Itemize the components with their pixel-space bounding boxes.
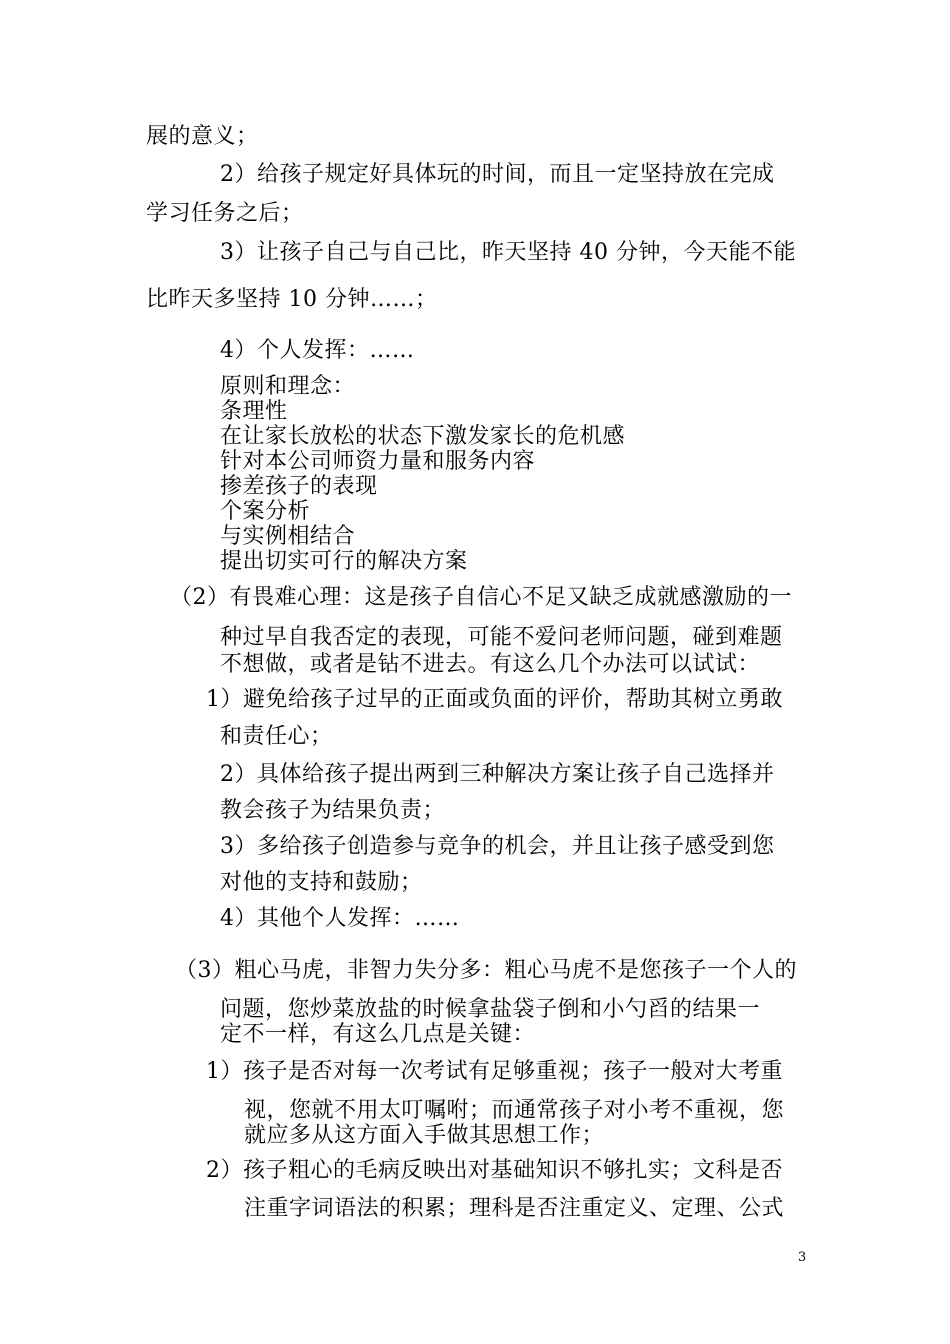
text-line: 4）其他个人发挥：…… xyxy=(220,906,460,931)
principle-item: 与实例相结合 xyxy=(220,524,356,549)
principle-heading: 原则和理念： xyxy=(220,374,356,399)
text-line: 学习任务之后； xyxy=(146,201,304,226)
page-number: 3 xyxy=(798,1250,807,1265)
text-line: 和责任心； xyxy=(220,724,333,749)
text-line: 1）孩子是否对每一次考试有足够重视；孩子一般对大考重 xyxy=(206,1059,783,1084)
text-line: 视，您就不用太叮嘱咐；而通常孩子对小考不重视，您 xyxy=(244,1098,785,1123)
text-line: 1）避免给孩子过早的正面或负面的评价，帮助其树立勇敢 xyxy=(206,687,783,712)
text-line: 定不一样，有这么几点是关键： xyxy=(220,1022,536,1047)
text-line: 2）给孩子规定好具体玩的时间，而且一定坚持放在完成 xyxy=(220,162,775,187)
principle-item: 条理性 xyxy=(220,399,288,424)
text-line: 就应多从这方面入手做其思想工作； xyxy=(244,1123,605,1148)
text-line: 3）让孩子自己与自己比，昨天坚持 40 分钟，今天能不能 xyxy=(220,240,796,265)
principle-item: 掺差孩子的表现 xyxy=(220,474,378,499)
text-line: 比昨天多坚持 10 分钟……； xyxy=(146,287,438,312)
text-line: 注重字词语法的积累；理科是否注重定义、定理、公式 xyxy=(244,1196,785,1221)
text-line: 不想做，或者是钻不进去。有这么几个办法可以试试： xyxy=(220,652,761,677)
section-heading: （2）有畏难心理：这是孩子自信心不足又缺乏成就感激励的一 xyxy=(170,585,792,610)
text-line: 种过早自我否定的表现，可能不爱问老师问题，碰到难题 xyxy=(220,625,783,650)
text-line: 4）个人发挥：…… xyxy=(220,338,415,363)
principle-item: 在让家长放松的状态下激发家长的危机感 xyxy=(220,424,626,449)
section-heading: （3）粗心马虎，非智力失分多：粗心马虎不是您孩子一个人的 xyxy=(175,958,797,983)
principle-item: 提出切实可行的解决方案 xyxy=(220,549,468,574)
text-line: 对他的支持和鼓励； xyxy=(220,870,423,895)
text-line: 展的意义； xyxy=(146,124,259,149)
principle-item: 个案分析 xyxy=(220,499,311,524)
text-line: 3）多给孩子创造参与竞争的机会，并且让孩子感受到您 xyxy=(220,834,775,859)
text-line: 2）孩子粗心的毛病反映出对基础知识不够扎实；文科是否 xyxy=(206,1158,783,1183)
text-line: 教会孩子为结果负责； xyxy=(220,798,446,823)
principle-item: 针对本公司师资力量和服务内容 xyxy=(220,449,536,474)
text-line: 问题，您炒菜放盐的时候拿盐袋子倒和小勺舀的结果一 xyxy=(220,997,761,1022)
text-line: 2）具体给孩子提出两到三种解决方案让孩子自己选择并 xyxy=(220,762,775,787)
